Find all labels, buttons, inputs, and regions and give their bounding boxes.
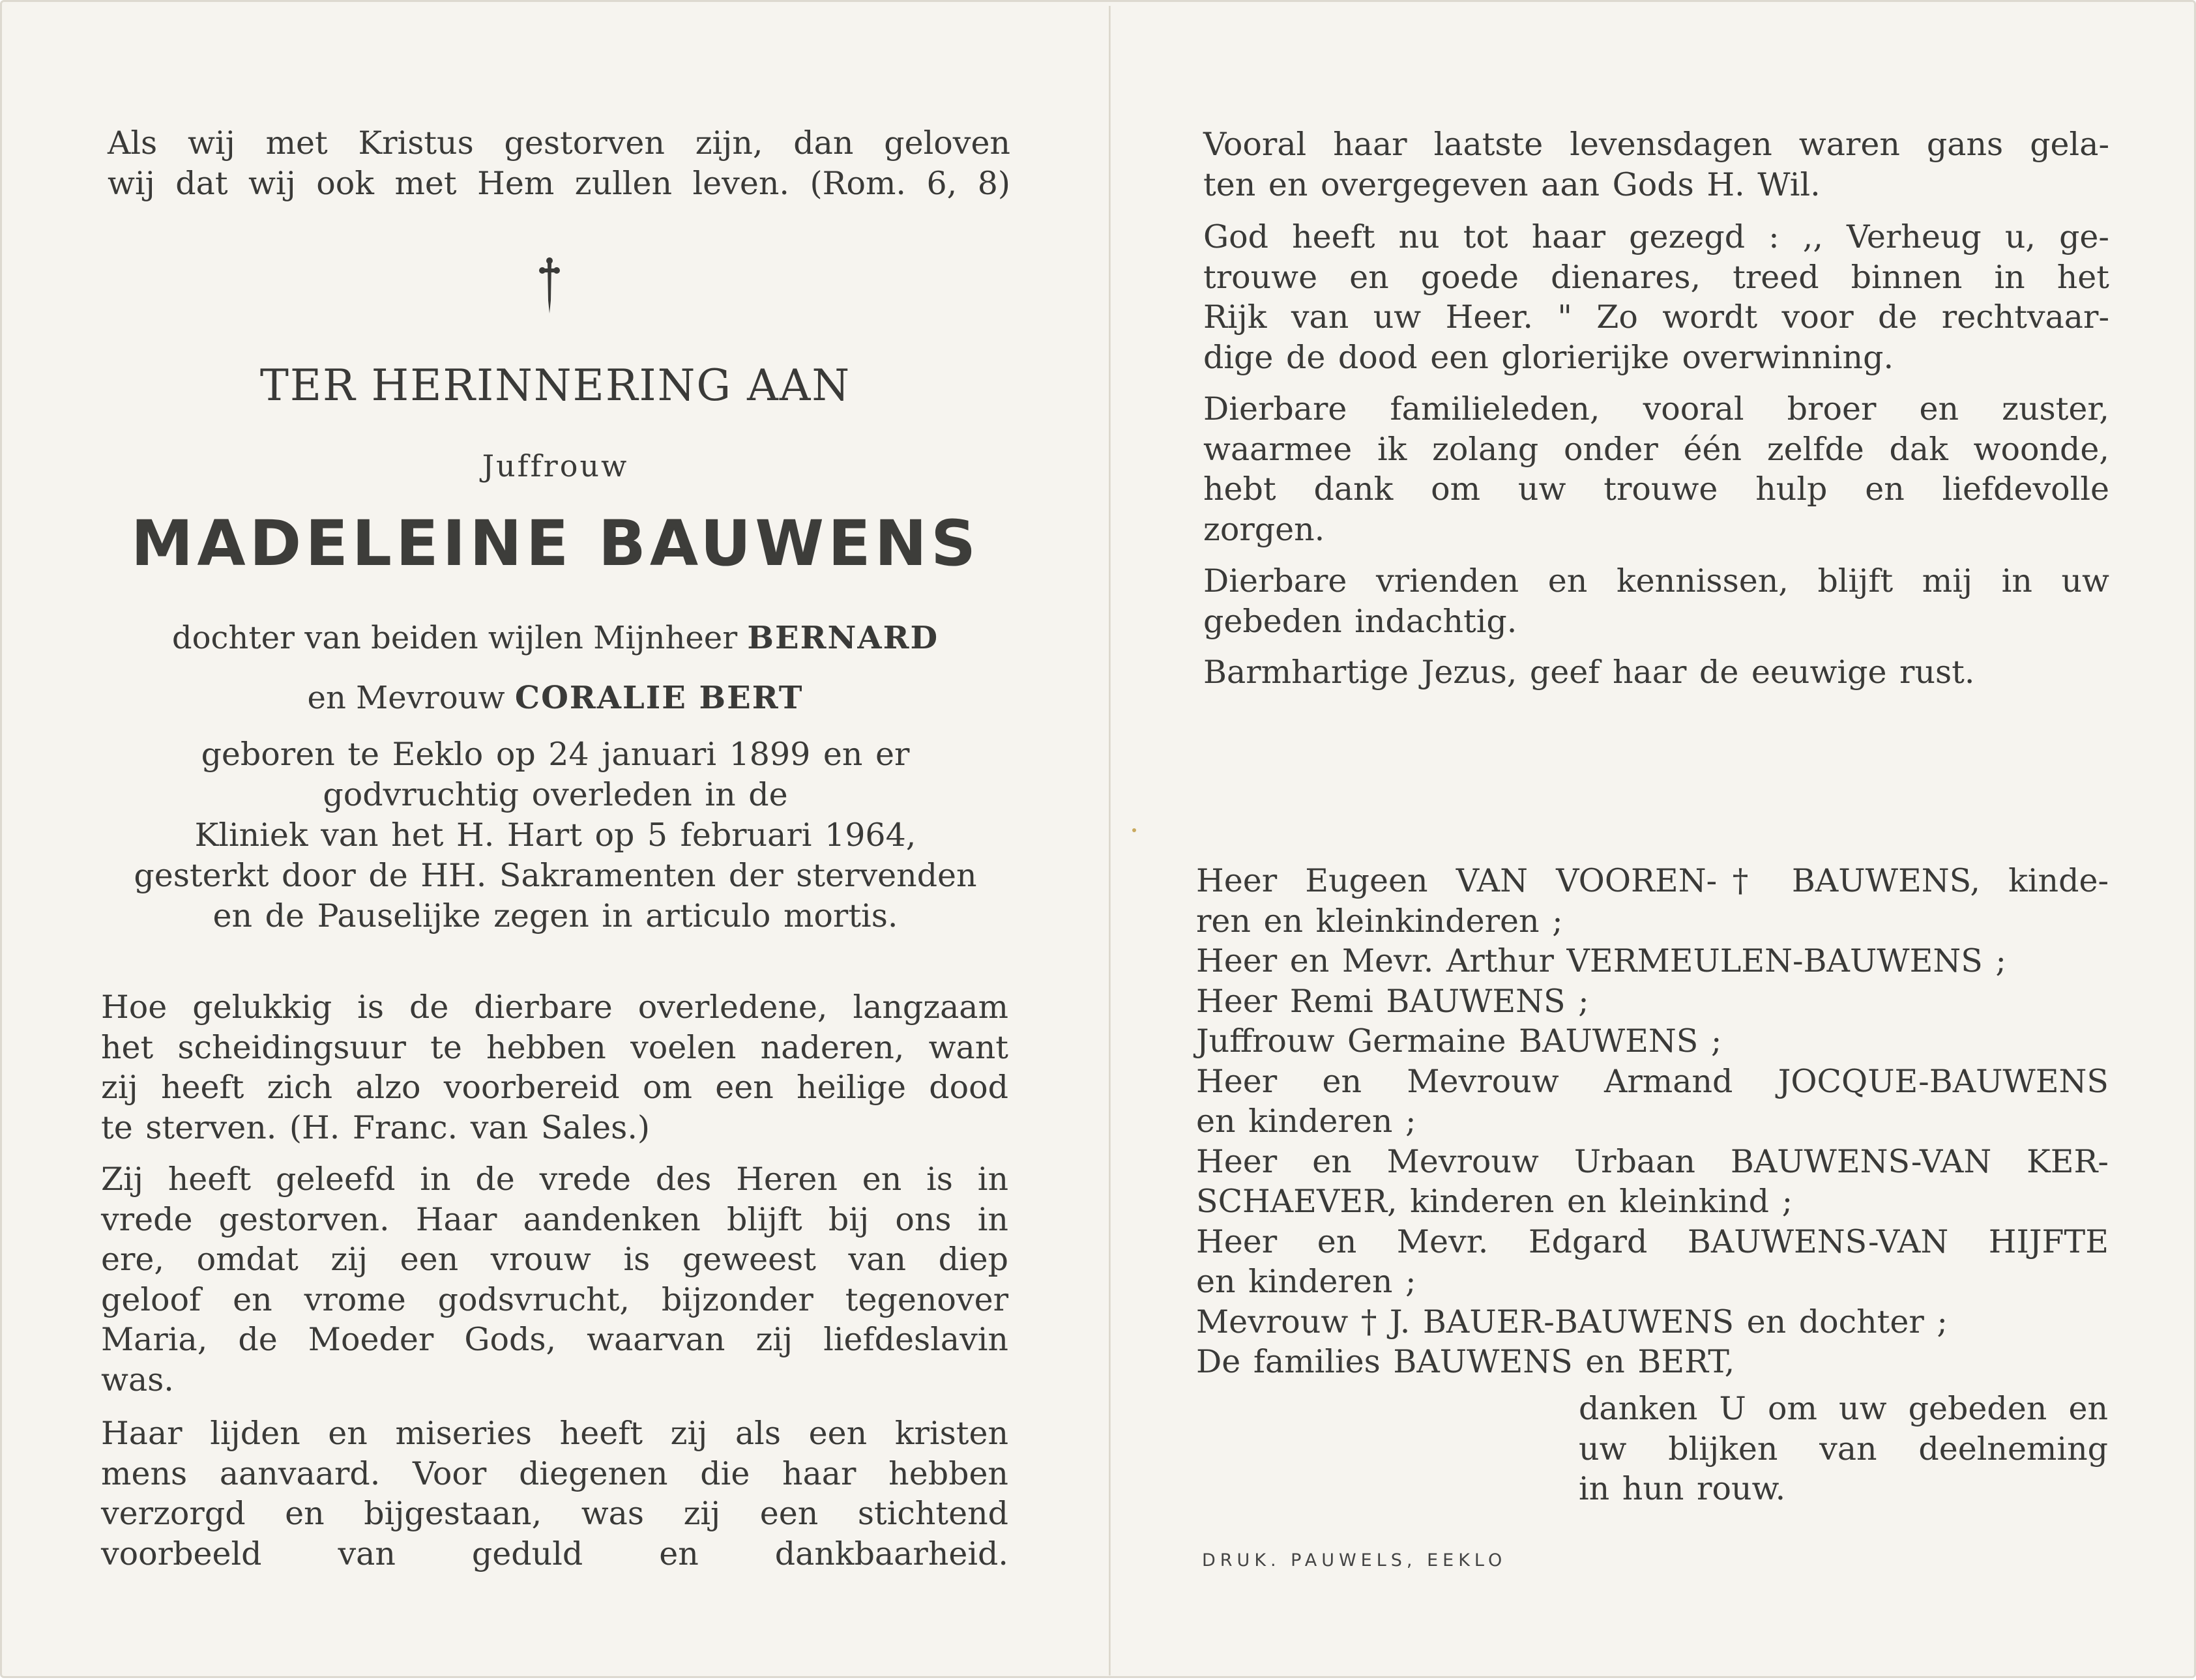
birth-death-details — [2, 734, 1109, 936]
paragraph-prayer — [1203, 652, 2109, 693]
family-line: Heer Eugeen VAN VOOREN-† BAUWENS, kinde- — [1196, 862, 2109, 899]
text-line: gesterkt door de HH. Sakramenten der stervenden — [134, 857, 977, 894]
family-line: Mevrouw † J. BAUER-BAUWENS en dochter ; — [1196, 1303, 1948, 1340]
printer-imprint: DRUK. PAUWELS, EEKLO — [1202, 1550, 1507, 1571]
text-line: verzorgd en bijgestaan, was zij een stichtend — [101, 1495, 1008, 1532]
family-line: Heer en Mevrouw Urbaan BAUWENS-VAN KER- — [1196, 1142, 2109, 1180]
parents-prefix: dochter van beiden wijlen Mijnheer — [171, 620, 738, 656]
text-line: wij dat wij ook met Hem zullen leven. (Rom. 6, 8) — [108, 164, 1010, 202]
text-line: mens aanvaard. Voor diegenen die haar hebben — [101, 1455, 1008, 1492]
text-line: het scheidingsuur te hebben voelen naderen, want — [101, 1028, 1008, 1066]
text-line: zij heeft zich alzo voorbereid om een heilige dood — [101, 1069, 1008, 1106]
paragraph-life — [101, 1159, 1008, 1400]
text-line: ten en overgegeven aan Gods H. Wil. — [1203, 166, 1821, 203]
text-line: vrede gestorven. Haar aandenken blijft bij ons in — [101, 1200, 1008, 1238]
left-page — [2, 2, 1109, 1680]
text-line: Vooral haar laatste levensdagen waren gans gela- — [1203, 126, 2109, 163]
thanks-text — [1579, 1389, 2108, 1509]
text-line: trouwe en goede dienares, treed binnen in het — [1203, 258, 2109, 296]
family-list — [1196, 861, 2109, 1382]
text-line: gebeden indachtig. — [1203, 602, 1517, 640]
family-line: De families BAUWENS en BERT, — [1196, 1343, 1735, 1380]
text-line: Rijk van uw Heer. " Zo wordt voor de rechtvaar- — [1203, 298, 2109, 336]
family-line: Heer en Mevr. Arthur VERMEULEN-BAUWENS ; — [1196, 942, 2006, 979]
mother-name: CORALIE BERT — [514, 680, 804, 716]
paragraph-suffering — [101, 1413, 1008, 1574]
text-line: Kliniek van het H. Hart op 5 februari 1964, — [194, 817, 916, 854]
text-line: Barmhartige Jezus, geef haar de eeuwige rust. — [1203, 654, 1975, 691]
text-line: geloof en vrome godsvrucht, bijzonder tegenover — [101, 1281, 1008, 1318]
text-line: waarmee ik zolang onder één zelfde dak woonde, — [1203, 430, 2109, 468]
text-line: zorgen. — [1203, 510, 1325, 548]
text-line: was. — [101, 1361, 174, 1398]
parents — [2, 608, 1109, 728]
family-line: Heer en Mevrouw Armand JOCQUE-BAUWENS — [1196, 1062, 2109, 1100]
text-line: Dierbare familieleden, vooral broer en zuster, — [1203, 390, 2109, 427]
paragraph-gods-word — [1203, 217, 2109, 377]
text-line: dige de dood een glorierijke overwinning. — [1203, 338, 1894, 376]
text-line: danken U om uw gebeden en — [1579, 1390, 2108, 1427]
text-line: en de Pauselijke zegen in articulo mortis. — [212, 897, 898, 934]
text-line: Als wij met Kristus gestorven zijn, dan geloven — [108, 124, 1010, 162]
text-line: Hoe gelukkig is de dierbare overledene, langzaam — [101, 989, 1008, 1026]
family-line: Heer Remi BAUWENS ; — [1196, 982, 1589, 1020]
text-line: ere, omdat zij een vrouw is geweest van diep — [101, 1241, 1008, 1278]
text-line: God heeft nu tot haar gezegd : ,, Verheug u, ge- — [1203, 218, 2109, 255]
paper-speck — [1132, 828, 1136, 832]
latin-cross-icon — [536, 255, 563, 315]
text-line: Zij heeft geleefd in de vrede des Heren en is in — [101, 1161, 1008, 1198]
family-line: ren en kleinkinderen ; — [1196, 902, 1563, 940]
family-line: en kinderen ; — [1196, 1103, 1416, 1140]
honorific: Juffrouw — [482, 448, 629, 484]
parents-line-father — [2, 608, 1109, 668]
text-line: godvruchtig overleden in de — [323, 776, 788, 813]
parents-prefix: en Mevrouw — [307, 680, 505, 716]
paragraph-friends — [1203, 561, 2109, 641]
right-page — [1111, 2, 2196, 1680]
family-line: en kinderen ; — [1196, 1263, 1416, 1300]
text-line: geboren te Eeklo op 24 januari 1899 en er — [201, 736, 910, 773]
text-line: Haar lijden en miseries heeft zij als een kristen — [101, 1415, 1008, 1452]
epigraph — [108, 123, 1010, 203]
paragraph-family — [1203, 389, 2109, 549]
text-line: voorbeeld van geduld en dankbaarheid. — [101, 1535, 1008, 1572]
text-line: te sterven. (H. Franc. van Sales.) — [101, 1108, 651, 1146]
family-line: Heer en Mevr. Edgard BAUWENS-VAN HIJFTE — [1196, 1223, 2109, 1260]
father-name: BERNARD — [747, 620, 939, 656]
text-line: hebt dank om uw trouwe hulp en liefdevolle — [1203, 471, 2109, 508]
text-line: uw blijken van deelneming — [1579, 1430, 2108, 1468]
family-line: Juffrouw Germaine BAUWENS ; — [1196, 1022, 1722, 1060]
remembrance-heading: TER HERINNERING AAN — [259, 360, 851, 411]
parents-line-mother — [2, 668, 1109, 728]
text-line: Maria, de Moeder Gods, waarvan zij liefdeslavin — [101, 1321, 1008, 1358]
text-line: Dierbare vrienden en kennissen, blijft mij in uw — [1203, 562, 2109, 600]
paragraph-last-days — [1203, 124, 2109, 205]
paragraph-devotion — [101, 987, 1008, 1148]
deceased-name: MADELEINE BAUWENS — [130, 507, 980, 580]
family-line: SCHAEVER, kinderen en kleinkind ; — [1196, 1183, 1793, 1220]
text-line: in hun rouw. — [1579, 1470, 1786, 1507]
